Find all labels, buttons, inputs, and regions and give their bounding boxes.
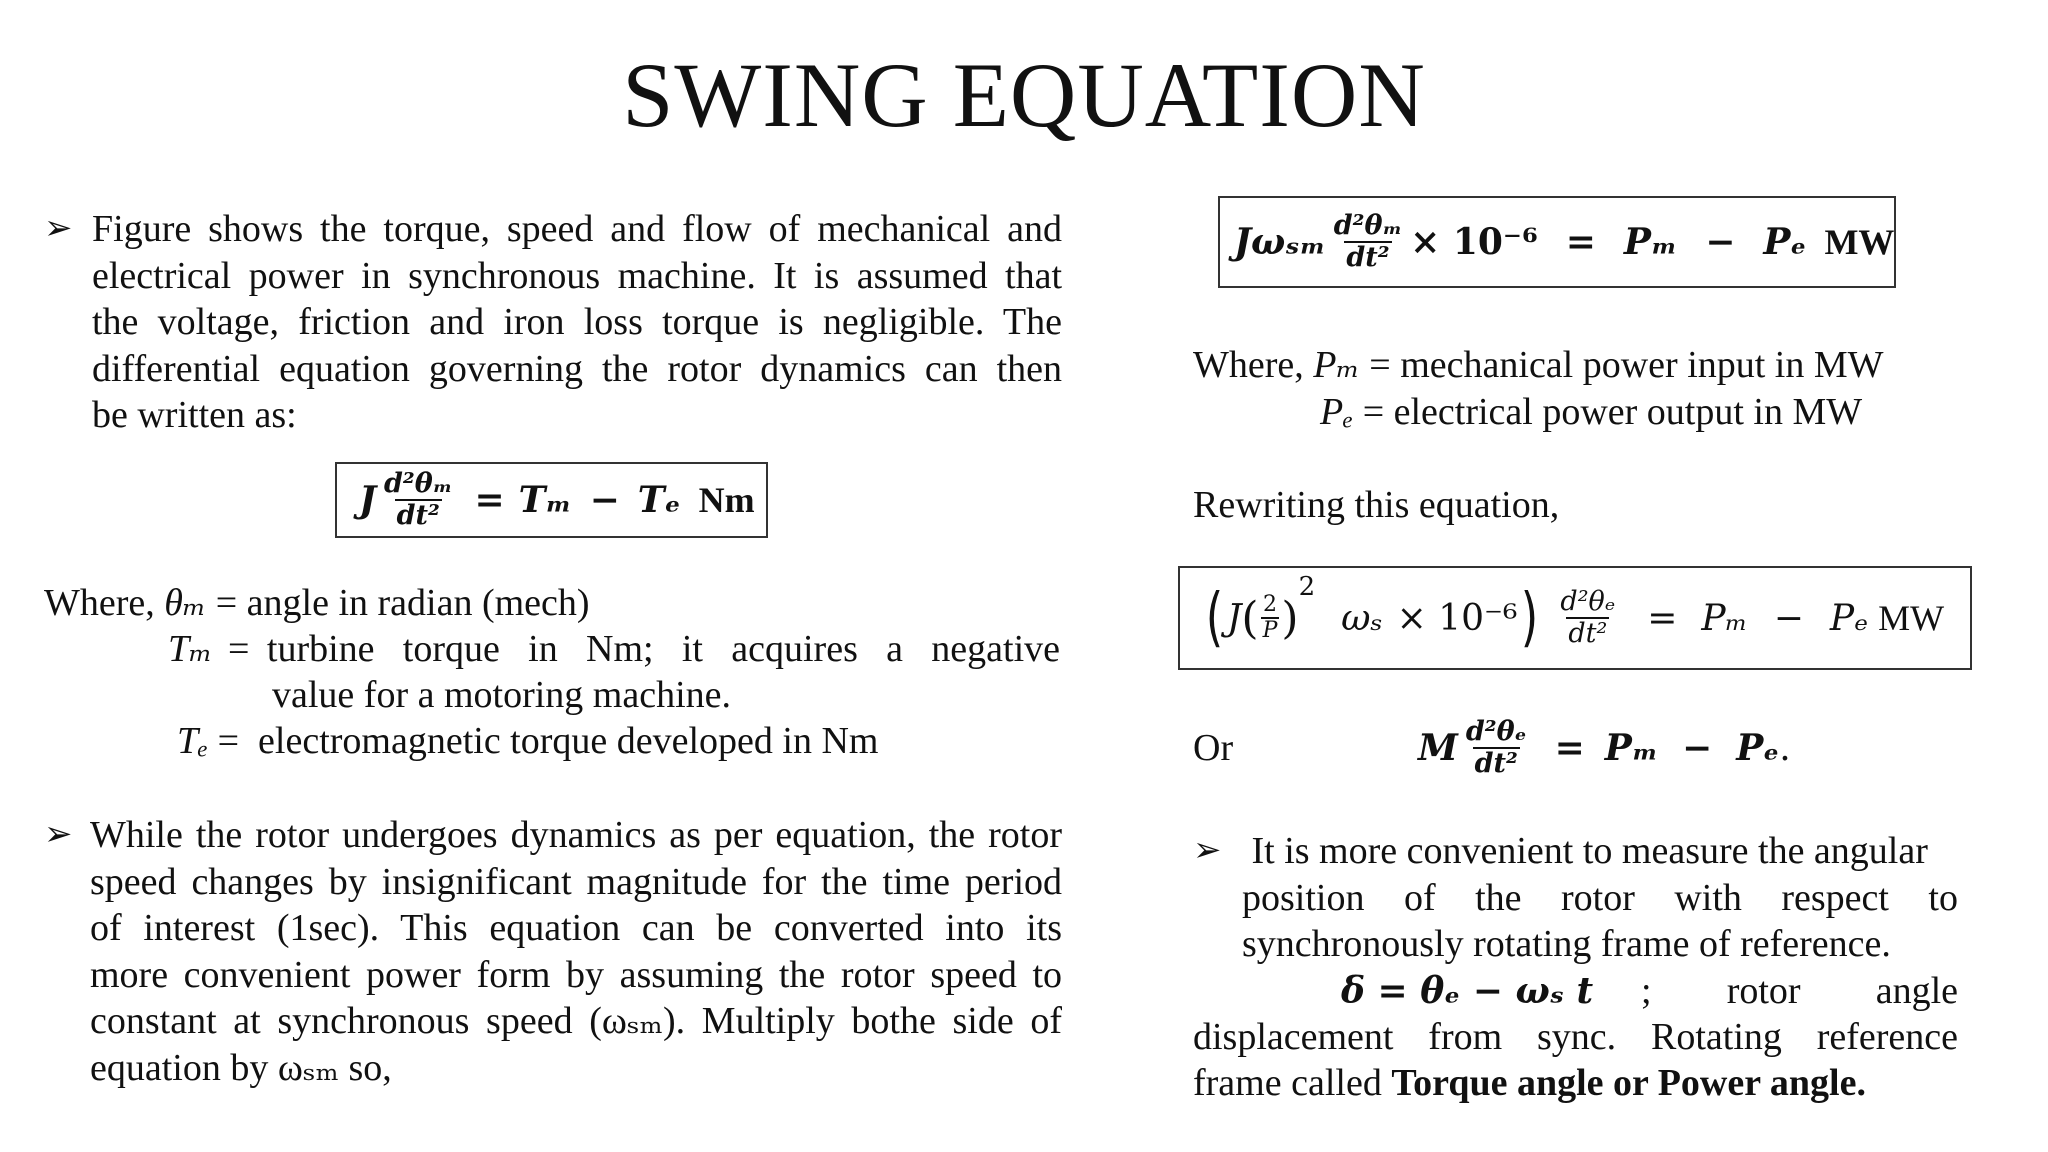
- eq3-equals: =: [1647, 597, 1678, 639]
- delta-equation: δ = θₑ − ωₛ t: [1341, 970, 1594, 1012]
- where-right-prefix: Where,: [1193, 344, 1314, 386]
- eq2-equals: =: [1565, 221, 1596, 263]
- eq3-minus: −: [1773, 597, 1804, 639]
- eq1-minus: −: [589, 479, 620, 521]
- where-pm: [1193, 342, 1884, 388]
- eq3-frac-den: P: [1262, 618, 1278, 643]
- eq4-equals: =: [1554, 727, 1585, 769]
- eq3-omega: ωₛ: [1341, 597, 1383, 639]
- eq3-J: J: [1226, 597, 1242, 639]
- pe-desc: = electrical power output in MW: [1353, 391, 1863, 433]
- bullet1-line: differential equation governing the rotor dynamics can then: [92, 347, 1062, 390]
- eq1-equals: =: [474, 479, 505, 521]
- bullet2-line: constant at synchronous speed (ωₛₘ). Multiply bothe side of: [90, 1000, 1062, 1042]
- eq3-unit: MW: [1878, 598, 1945, 638]
- pm-desc: = mechanical power input in MW: [1359, 344, 1884, 386]
- torque-angle-prefix: frame called: [1193, 1062, 1392, 1104]
- where-theta: [44, 580, 590, 626]
- eq1-unit: Nm: [698, 480, 755, 520]
- eq1-tm: Tₘ: [518, 479, 572, 521]
- bullet-arrow-icon: ➢: [1193, 832, 1222, 869]
- eq3-exponent: 2: [1298, 572, 1316, 602]
- bullet1-line: electrical power in synchronous machine. It is assumed that: [92, 254, 1062, 297]
- tm-equals: =: [218, 628, 259, 670]
- bullet3-line: It is more convenient to measure the angular: [1242, 830, 1928, 872]
- theta-symbol: θₘ: [164, 582, 207, 624]
- eq4-minus: −: [1682, 727, 1713, 769]
- bullet1-paragraph: [92, 206, 1062, 439]
- tm-symbol: Tₘ: [168, 628, 213, 670]
- pe-symbol: Pₑ: [1320, 391, 1354, 433]
- eq2-frac-den: dt²: [1346, 242, 1390, 273]
- eq3-dden: dt²: [1568, 618, 1608, 649]
- where-te: [177, 718, 878, 764]
- bullet2-line: more convenient power form by assuming the rotor speed to: [90, 953, 1062, 996]
- eq3-fraction-2p: [1261, 593, 1280, 643]
- pm-symbol: Pₘ: [1313, 344, 1360, 386]
- eq4-M: M: [1418, 727, 1458, 769]
- eq3-open-paren: (: [1205, 581, 1224, 655]
- eq2-times: × 10⁻⁶: [1410, 221, 1538, 263]
- eq1-fraction: [382, 469, 454, 531]
- torque-angle-bold: Torque angle or Power angle.: [1391, 1062, 1866, 1104]
- bullet1-line: Figure shows the torque, speed and flow of mechanical and: [92, 208, 1062, 250]
- eq1-te: Tₑ: [637, 479, 681, 521]
- bullet-arrow-icon: ➢: [44, 816, 73, 853]
- eq4-pe: Pₑ: [1736, 727, 1780, 769]
- bullet-arrow-icon: ➢: [44, 210, 73, 247]
- eq4-frac-num: d²θₑ: [1465, 716, 1527, 747]
- eq3-dnum: d²θₑ: [1560, 586, 1616, 617]
- bullet3-line: synchronously rotating frame of reference.: [1242, 923, 1891, 965]
- displacement-line: displacement from sync. Rotating reference: [1193, 1016, 1958, 1058]
- bullet2-line: of interest (1sec). This equation can be converted into its: [90, 907, 1062, 949]
- tm-desc-line2: value for a motoring machine.: [272, 674, 732, 716]
- equation-inertia: [1418, 710, 1791, 786]
- eq3-pe: Pₑ: [1829, 597, 1869, 639]
- eq1-frac-den: dt²: [396, 500, 440, 531]
- eq4-pm: Pₘ: [1604, 727, 1659, 769]
- bullet1-line: be written as:: [92, 394, 297, 436]
- delta-line: [1193, 968, 1958, 1014]
- eq3-times: × 10⁻⁶: [1396, 597, 1518, 639]
- torque-angle-line: [1193, 1060, 1866, 1106]
- eq1-J: J: [359, 479, 377, 521]
- bullet3-paragraph: [1242, 828, 1958, 968]
- eq3-inner-close: ): [1281, 592, 1299, 644]
- equation-power-box: [1218, 196, 1896, 288]
- te-symbol: Tₑ: [177, 720, 209, 762]
- eq4-fraction: [1464, 717, 1529, 779]
- equation-torque-box: [335, 462, 768, 538]
- delta-tail: ; rotor angle: [1641, 970, 1958, 1012]
- bullet2-line: speed changes by insignificant magnitude for the time period: [90, 860, 1062, 903]
- rewriting-text: Rewriting this equation,: [1193, 484, 1560, 526]
- bullet3-line: position of the rotor with respect to: [1242, 876, 1958, 919]
- te-desc: = electromagnetic torque developed in Nm: [208, 720, 879, 762]
- eq4-dot: .: [1779, 727, 1791, 769]
- where-tm: [168, 626, 1060, 672]
- eq2-pe: Pₑ: [1763, 221, 1807, 263]
- eq3-pm: Pₘ: [1701, 597, 1748, 639]
- eq2-frac-num: d²θₘ: [1333, 210, 1403, 241]
- eq2-unit: MW: [1824, 222, 1895, 262]
- bullet2-line: equation by ωₛₘ so,: [90, 1046, 392, 1089]
- bullet2-line: While the rotor undergoes dynamics as per equation, the rotor: [90, 814, 1062, 856]
- bullet2-paragraph: [90, 812, 1062, 1091]
- eq3-inner-open: (: [1241, 592, 1259, 644]
- eq2-fraction: [1332, 211, 1404, 273]
- or-label: Or: [1193, 727, 1234, 769]
- theta-desc: = angle in radian (mech): [206, 582, 590, 624]
- slide-title: SWING EQUATION: [622, 44, 1426, 146]
- eq1-frac-num: d²θₘ: [384, 468, 453, 499]
- equation-rewritten-box: [1178, 566, 1972, 670]
- tm-desc-line1: turbine torque in Nm; it acquires a negative: [266, 628, 1060, 670]
- eq2-pm: Pₘ: [1623, 221, 1678, 263]
- eq2-lhs: Jωₛₘ: [1234, 221, 1326, 263]
- where-prefix: Where,: [44, 582, 165, 624]
- eq4-frac-den: dt²: [1474, 748, 1518, 779]
- eq3-close-paren: ): [1521, 581, 1539, 655]
- where-pe: [1320, 389, 1862, 435]
- eq3-fraction: [1558, 587, 1617, 649]
- bullet1-line: the voltage, friction and iron loss torque is negligible. The: [92, 301, 1062, 343]
- eq3-frac-num: 2: [1262, 592, 1277, 617]
- eq2-minus: −: [1705, 221, 1736, 263]
